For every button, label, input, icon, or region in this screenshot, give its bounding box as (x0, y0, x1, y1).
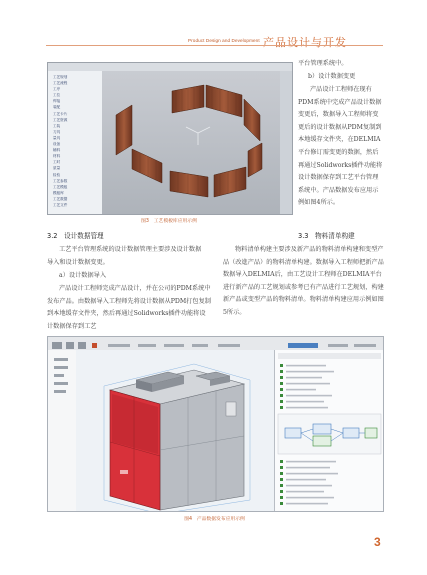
figure-3-screenshot (47, 62, 293, 215)
tree-item: 工序 (53, 87, 61, 92)
figure-4-ribbon (48, 337, 383, 351)
tree-item: 量具 (53, 135, 61, 140)
figure-3-caption: 图3 工艺模板库应用示例 (141, 219, 197, 224)
tree-item: 工艺参数 (53, 178, 68, 183)
paragraph: 产品设计工程师在现有PDM系统中完成产品设计数据变更后，数据导入工程师将变更后的设计数据从PDM复制到本地缓存文件夹，在DELMIA平台修订需变更的数据，然后再通过Solidworks插件功能将设计数据保存到工艺平台管理系统中。产品数据发布应用示例如图4所示。 (298, 86, 383, 207)
tree-item: 工艺规划 (53, 75, 68, 79)
tree-item: 工艺文件 (53, 202, 68, 207)
subheading-b: b）设计数据变更 (308, 73, 356, 80)
paragraph: 产品设计工程师完成产品设计，并在公司的PDM系统中发布产品。由数据导入工程师先将设计数据从PDM打包复制到本地缓存文件夹，然后再通过Solidworks插件功能将设计数据保存到工艺 (47, 285, 211, 330)
figure-3-3d-viewport (102, 71, 280, 214)
header-english-title: Product Design and Development (188, 38, 260, 43)
paragraph: 工艺平台管理系统的设计数据管理主要涉及设计数据导入和设计数据变更。 (47, 246, 202, 266)
tree-item: 焊接 (53, 99, 61, 104)
tree-item: 材料 (53, 154, 61, 159)
subheading-a: a）设计数据导入 (59, 272, 107, 279)
figure-4-caption: 图4 产品数据发布应用示例 (184, 517, 245, 522)
tree-item: 检验 (53, 172, 61, 177)
tree-item: 工装 (53, 123, 61, 128)
tree-item: 工艺资源 (53, 117, 68, 122)
tree-item: 工艺卡片 (53, 111, 68, 116)
page-number: 3 (374, 535, 381, 549)
tree-item: 刀具 (53, 129, 61, 134)
test-chamber-model (110, 370, 244, 510)
paragraph: 物料清单构建主要涉及新产品的物料清单构建和变型产品（改進产品）的物料清单构建。数据导入工程师把新产品数据导入DELMIA后，由工艺设计工程师在DELMIA平台进行新产品的工艺规划或参考已有产品进行工艺规划，构建新产品或变型产品的物料清单。物料清单构建应用示例如图5所示。 (223, 246, 384, 316)
tree-item: 工艺流程 (53, 81, 68, 86)
tree-item: 设备 (53, 142, 61, 147)
tree-item: 质量 (53, 166, 61, 171)
tree-item: 工时 (53, 160, 61, 165)
tree-item: 工艺数据 (53, 196, 68, 201)
figure-4-3d-viewport (76, 350, 274, 511)
figure-3-right-toolbar (280, 71, 292, 214)
figure-4-side-panel (274, 350, 384, 511)
header-chinese-title: 产品设计与开发 (263, 36, 347, 49)
figure-4-left-toolbar (48, 350, 77, 511)
paragraph-continuation: 平台管理系统中。 (298, 60, 348, 67)
section-heading-3-3: 3.3 物料清单构建 (298, 232, 355, 240)
figure-4-screenshot (47, 336, 384, 512)
tree-item: 工位 (53, 93, 61, 98)
section-heading-3-2: 3.2 设计数据管理 (47, 232, 104, 240)
tree-item: 辅料 (53, 148, 61, 153)
figure-3-tree-panel (48, 71, 103, 214)
header-rule (46, 45, 383, 46)
tree-item: 工艺模板 (53, 184, 68, 189)
tree-item: 模板库 (53, 190, 64, 195)
tree-item: 装配 (53, 105, 61, 110)
